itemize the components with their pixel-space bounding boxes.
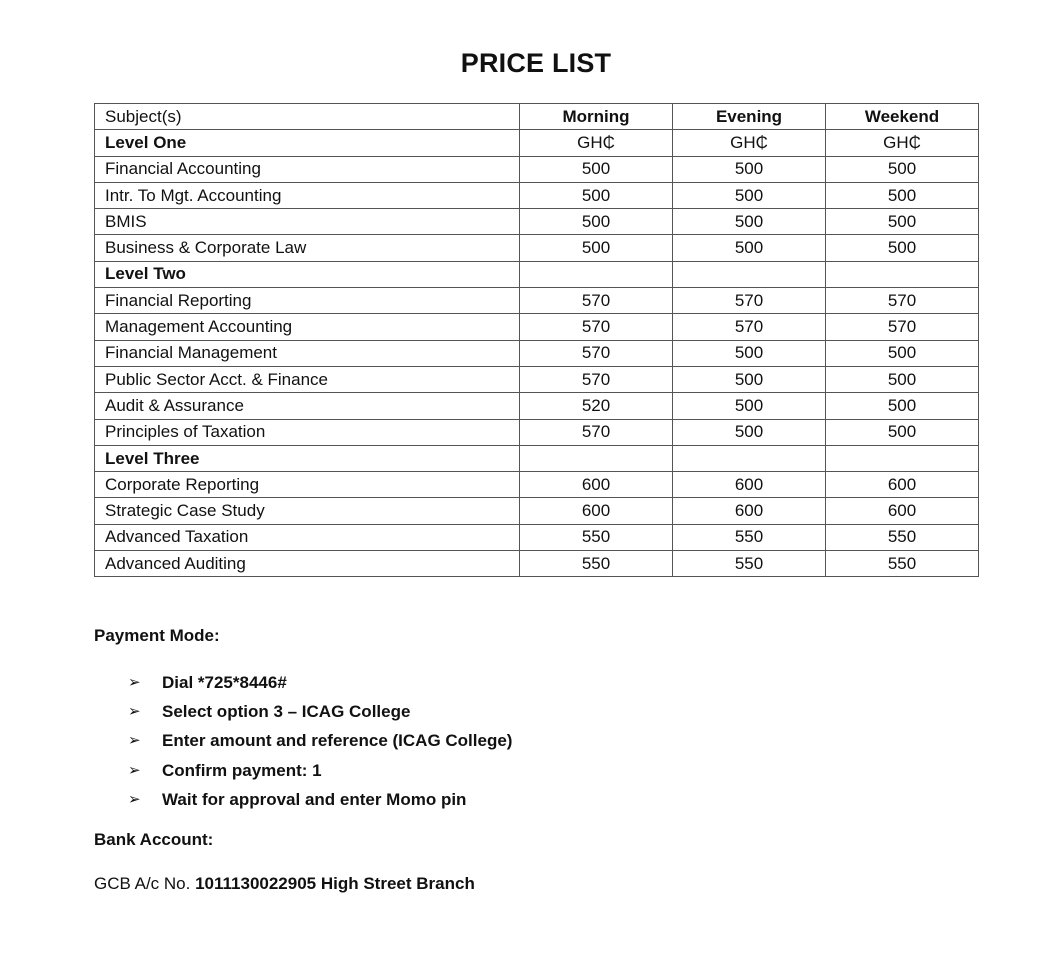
payment-steps-list [128,668,512,814]
price-morning: 550 [520,524,673,550]
subject-name: Financial Management [95,340,520,366]
payment-step-text: Select option 3 – ICAG College [162,701,411,721]
table-row [95,209,979,235]
price-morning: 500 [520,182,673,208]
subject-name: Intr. To Mgt. Accounting [95,182,520,208]
price-morning: GH₵ [520,130,673,156]
table-row [95,182,979,208]
bank-account-line [94,874,475,894]
price-weekend: 550 [826,524,979,550]
payment-step-text: Wait for approval and enter Momo pin [162,789,467,809]
payment-mode-heading: Payment Mode: [94,626,220,645]
price-morning: 570 [520,314,673,340]
price-morning: 500 [520,235,673,261]
table-row [95,393,979,419]
level-name: Level One [95,130,520,156]
subject-name: Advanced Auditing [95,551,520,577]
price-evening: 500 [673,419,826,445]
table-row [95,314,979,340]
table-row [95,288,979,314]
price-evening: 500 [673,156,826,182]
price-weekend: 600 [826,472,979,498]
subject-name: Audit & Assurance [95,393,520,419]
price-evening: 550 [673,524,826,550]
price-evening: 600 [673,472,826,498]
table-row [95,235,979,261]
level-name: Level Three [95,445,520,471]
subject-name: Public Sector Acct. & Finance [95,366,520,392]
arrow-bullet-icon: ➢ [128,673,141,691]
table-row [95,524,979,550]
table-row [95,551,979,577]
price-weekend: 500 [826,366,979,392]
price-morning: 600 [520,498,673,524]
table-row [95,498,979,524]
list-item [128,727,512,756]
price-evening [673,445,826,471]
list-item [128,756,512,785]
price-weekend [826,261,979,287]
arrow-bullet-icon: ➢ [128,761,141,779]
price-weekend: 550 [826,551,979,577]
price-morning: 570 [520,366,673,392]
page-title: PRICE LIST [460,48,612,78]
price-weekend: 600 [826,498,979,524]
level-row [95,130,979,156]
price-weekend: 500 [826,393,979,419]
level-row [95,261,979,287]
price-evening: 550 [673,551,826,577]
table-row [95,366,979,392]
column-header-weekend: Weekend [826,104,979,130]
table-row [95,419,979,445]
bank-account-number: 1011130022905 High Street Branch [195,874,475,893]
column-header-morning: Morning [520,104,673,130]
subject-name: Management Accounting [95,314,520,340]
price-morning: 520 [520,393,673,419]
payment-step-text: Dial *725*8446# [162,672,287,692]
price-weekend: 570 [826,314,979,340]
price-morning: 570 [520,340,673,366]
price-evening: GH₵ [673,130,826,156]
table-row [95,156,979,182]
list-item [128,668,512,697]
table-row [95,340,979,366]
price-morning: 500 [520,156,673,182]
price-weekend: 500 [826,340,979,366]
price-weekend: 570 [826,288,979,314]
subject-name: Corporate Reporting [95,472,520,498]
price-morning: 500 [520,209,673,235]
price-morning [520,445,673,471]
price-morning: 550 [520,551,673,577]
bank-account-prefix: GCB A/c No. [94,874,196,893]
subject-name: Business & Corporate Law [95,235,520,261]
payment-step-text: Confirm payment: 1 [162,760,322,780]
price-weekend: 500 [826,182,979,208]
table-header-row [95,104,979,130]
list-item [128,785,512,814]
price-weekend: GH₵ [826,130,979,156]
price-evening: 500 [673,209,826,235]
payment-step-text: Enter amount and reference (ICAG College) [162,731,513,751]
table-row [95,472,979,498]
price-evening: 600 [673,498,826,524]
column-header-subjects: Subject(s) [95,104,520,130]
bank-account-heading: Bank Account: [94,830,214,849]
level-row [95,445,979,471]
price-table [94,103,979,577]
price-morning: 600 [520,472,673,498]
subject-name: Advanced Taxation [95,524,520,550]
level-name: Level Two [95,261,520,287]
price-evening: 570 [673,288,826,314]
arrow-bullet-icon: ➢ [128,790,141,808]
arrow-bullet-icon: ➢ [128,732,141,750]
subject-name: BMIS [95,209,520,235]
arrow-bullet-icon: ➢ [128,702,141,720]
price-evening [673,261,826,287]
table-body [95,130,979,577]
price-evening: 570 [673,314,826,340]
subject-name: Financial Reporting [95,288,520,314]
price-morning [520,261,673,287]
price-weekend: 500 [826,209,979,235]
price-morning: 570 [520,419,673,445]
price-weekend: 500 [826,235,979,261]
price-evening: 500 [673,340,826,366]
list-item [128,697,512,726]
subject-name: Strategic Case Study [95,498,520,524]
subject-name: Principles of Taxation [95,419,520,445]
price-weekend [826,445,979,471]
price-evening: 500 [673,366,826,392]
price-evening: 500 [673,393,826,419]
price-weekend: 500 [826,419,979,445]
price-evening: 500 [673,235,826,261]
price-weekend: 500 [826,156,979,182]
subject-name: Financial Accounting [95,156,520,182]
column-header-evening: Evening [673,104,826,130]
price-morning: 570 [520,288,673,314]
price-evening: 500 [673,182,826,208]
